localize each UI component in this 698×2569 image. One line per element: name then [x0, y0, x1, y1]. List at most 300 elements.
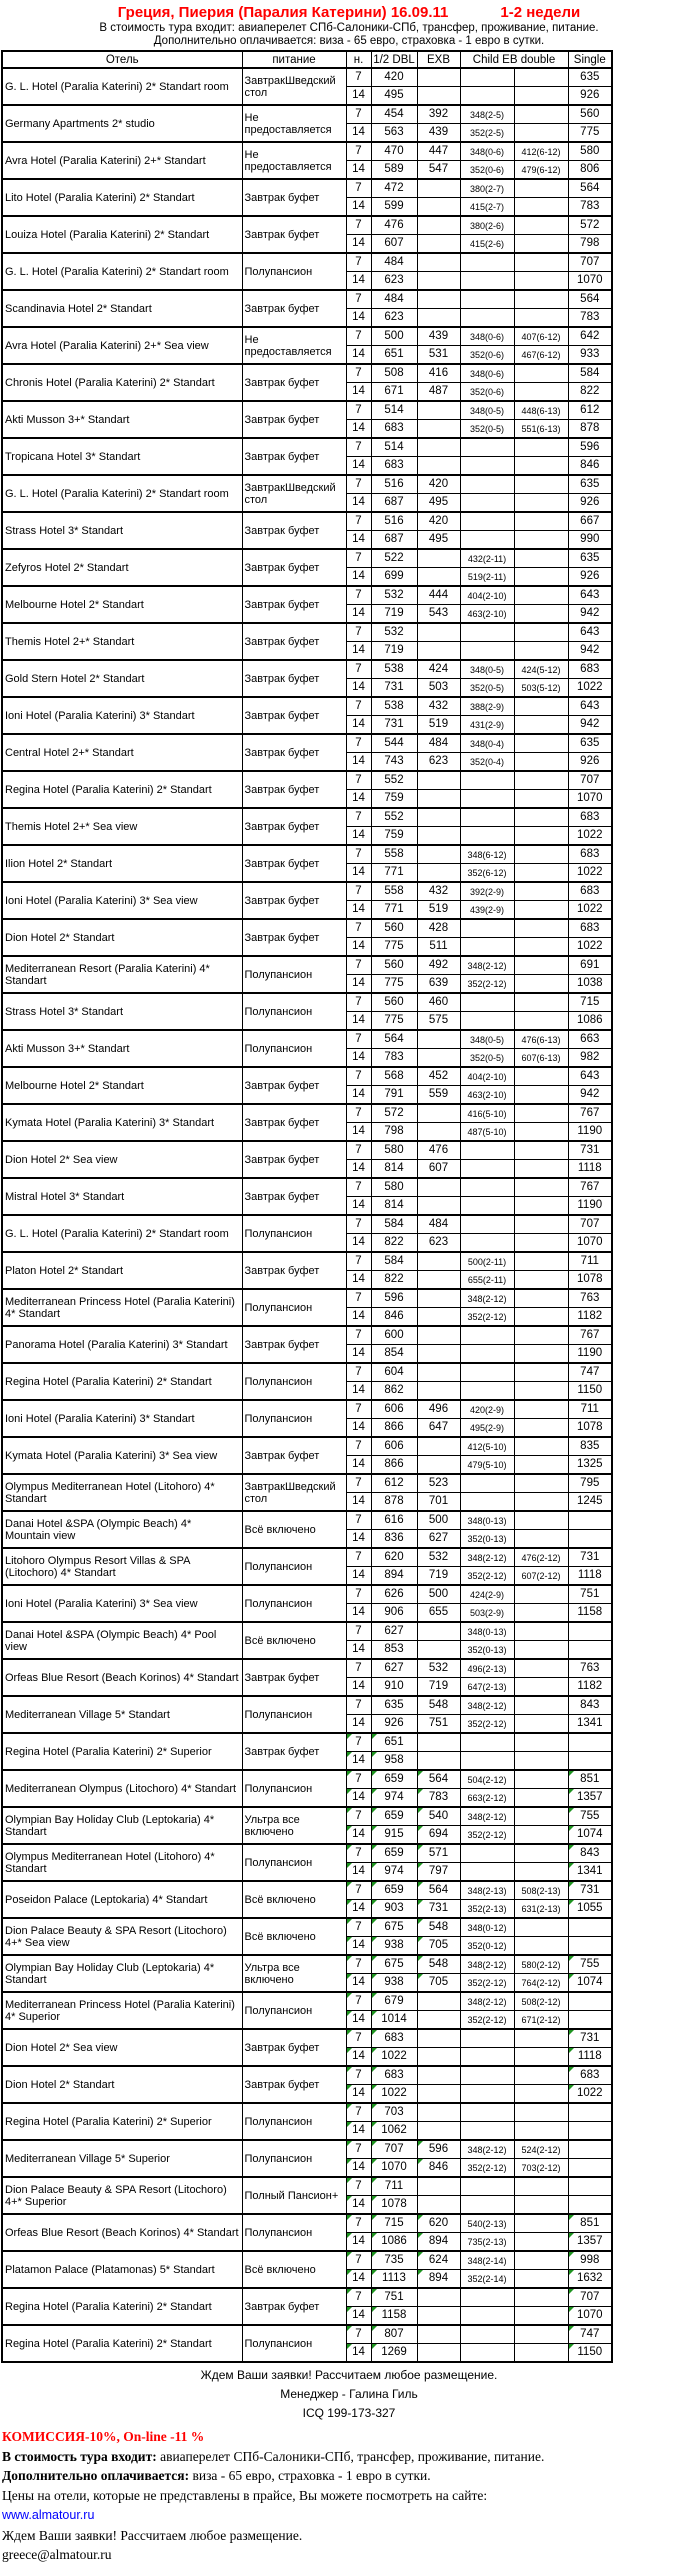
exb-price-cell [417, 1363, 460, 1382]
nights-cell: 14 [346, 864, 371, 883]
hotel-name-cell: Ioni Hotel (Paralia Katerini) 3* Standart [2, 1400, 242, 1437]
nights-cell: 14 [346, 346, 371, 365]
nights-cell: 7 [346, 586, 371, 605]
single-price-cell: 751 [568, 1585, 612, 1604]
hotel-row-group [2, 1733, 612, 1770]
child-price-cell: 415(2-6) [460, 235, 514, 254]
child-price-cell [514, 2307, 568, 2326]
child-price-cell [460, 808, 514, 827]
exb-price-cell [417, 790, 460, 809]
dbl-price-cell: 759 [371, 827, 417, 846]
nights-cell: 7 [346, 1622, 371, 1641]
meal-cell: Завтрак буфет [242, 512, 346, 549]
exb-price-cell: 519 [417, 716, 460, 735]
single-price-cell: 1341 [568, 1715, 612, 1734]
dbl-price-cell: 866 [371, 1419, 417, 1438]
child-price-cell [460, 993, 514, 1012]
hotel-row-group [2, 2177, 612, 2214]
dbl-price-cell: 906 [371, 1604, 417, 1623]
dbl-price-cell: 894 [371, 1567, 417, 1586]
single-price-cell: 1022 [568, 901, 612, 920]
excel-error-marker-icon [347, 1937, 352, 1942]
single-price-cell: 642 [568, 327, 612, 346]
hotel-row-group [2, 512, 612, 549]
nights-cell: 7 [346, 1178, 371, 1197]
child-column-header: Child EB double [460, 51, 568, 68]
dbl-price-cell: 974 [371, 1789, 417, 1808]
child-price-cell [514, 623, 568, 642]
page-title [0, 3, 698, 22]
table-row [2, 1548, 612, 1567]
hotel-row-group [2, 68, 612, 105]
dbl-price-cell: 1022 [371, 2048, 417, 2067]
nights-cell: 7 [346, 2325, 371, 2344]
exb-price-cell [417, 864, 460, 883]
hotel-name-cell: Kymata Hotel (Paralia Katerini) 3* Sea view [2, 1437, 242, 1474]
nights-cell: 7 [346, 1215, 371, 1234]
nights-cell: 7 [346, 1363, 371, 1382]
child-price-cell [514, 216, 568, 235]
nights-cell: 14 [346, 2085, 371, 2104]
exb-price-cell [417, 2029, 460, 2048]
child-price-cell: 508(2-13) [514, 1881, 568, 1900]
exb-column-header: EXB [417, 51, 460, 68]
child-price-cell: 607(2-12) [514, 1567, 568, 1586]
meal-cell: Завтрак буфет [242, 2066, 346, 2103]
single-price-cell: 643 [568, 623, 612, 642]
exb-price-cell: 543 [417, 605, 460, 624]
child-price-cell: 439(2-9) [460, 901, 514, 920]
exb-price-cell: 532 [417, 1659, 460, 1678]
child-price-cell [514, 1807, 568, 1826]
hotel-name-cell: Ioni Hotel (Paralia Katerini) 3* Standart [2, 697, 242, 734]
dbl-price-cell: 635 [371, 1696, 417, 1715]
nights-cell: 7 [346, 2251, 371, 2270]
child-price-cell [514, 642, 568, 661]
child-price-cell: 352(0-13) [460, 1530, 514, 1549]
exb-price-cell: 564 [417, 1881, 460, 1900]
dbl-price-cell: 584 [371, 1252, 417, 1271]
exb-price-cell: 432 [417, 882, 460, 901]
meal-cell: Завтрак буфет [242, 845, 346, 882]
child-price-cell [514, 1382, 568, 1401]
child-price-cell: 348(0-5) [460, 660, 514, 679]
single-price-cell [568, 2140, 612, 2159]
extra-label: Дополнительно оплачивается: [2, 2468, 190, 2483]
dbl-price-cell: 814 [371, 1160, 417, 1179]
child-price-cell: 580(2-12) [514, 1955, 568, 1974]
dbl-price-cell: 522 [371, 549, 417, 568]
child-price-cell [514, 2048, 568, 2067]
child-price-cell [460, 1493, 514, 1512]
nights-cell: 7 [346, 882, 371, 901]
child-price-cell: 352(2-12) [460, 2159, 514, 2178]
single-price-cell [568, 1530, 612, 1549]
excel-error-marker-icon [347, 2048, 352, 2053]
child-price-cell: 348(2-12) [460, 2140, 514, 2159]
child-price-cell: 352(2-12) [460, 1567, 514, 1586]
excel-error-marker-icon [347, 1919, 352, 1924]
child-price-cell [514, 124, 568, 143]
table-row [2, 364, 612, 383]
single-price-cell: 795 [568, 1474, 612, 1493]
excel-error-marker-icon [347, 2122, 352, 2127]
child-price-cell: 663(2-12) [460, 1789, 514, 1808]
meal-cell: Ультра все включено [242, 1807, 346, 1844]
child-price-cell: 479(6-12) [514, 161, 568, 180]
child-price-cell [514, 1511, 568, 1530]
meal-cell: Завтрак буфет [242, 1252, 346, 1289]
nights-cell: 7 [346, 1696, 371, 1715]
extra-text: виза - 65 евро, страховка - 1 евро в сутки. [189, 2468, 431, 2483]
excel-error-marker-icon [418, 1845, 423, 1850]
child-price-cell: 348(2-13) [460, 1881, 514, 1900]
meal-cell: Завтрак буфет [242, 1326, 346, 1363]
nights-cell: 7 [346, 512, 371, 531]
nights-cell: 7 [346, 1585, 371, 1604]
child-price-cell: 348(0-4) [460, 734, 514, 753]
table-row [2, 808, 612, 827]
hotel-name-cell: Platon Hotel 2* Standart [2, 1252, 242, 1289]
single-price-cell: 1022 [568, 2085, 612, 2104]
nights-cell: 14 [346, 124, 371, 143]
excel-error-marker-icon [418, 1882, 423, 1887]
exb-price-cell [417, 2048, 460, 2067]
table-row [2, 2214, 612, 2233]
table-row [2, 882, 612, 901]
nights-cell: 14 [346, 1308, 371, 1327]
single-price-cell: 707 [568, 253, 612, 272]
hotel-name-cell: Olympus Mediterranean Hotel (Litohoro) 4* Standart [2, 1474, 242, 1511]
excel-error-marker-icon [372, 2326, 377, 2331]
child-price-cell: 671(2-12) [514, 2011, 568, 2030]
child-price-cell: 476(2-12) [514, 1548, 568, 1567]
hotel-name-cell: Danai Hotel &SPA (Olympic Beach) 4* Pool view [2, 1622, 242, 1659]
child-price-cell [460, 919, 514, 938]
excel-error-marker-icon [569, 1845, 574, 1850]
exb-price-cell [417, 216, 460, 235]
hotel-name-cell: Tropicana Hotel 3* Standart [2, 438, 242, 475]
exb-price-cell: 705 [417, 1937, 460, 1956]
nights-cell: 14 [346, 1493, 371, 1512]
child-price-cell [514, 901, 568, 920]
child-price-cell: 500(2-11) [460, 1252, 514, 1271]
table-row [2, 1437, 612, 1456]
nights-cell: 14 [346, 198, 371, 217]
child-price-cell [514, 1437, 568, 1456]
nights-cell: 7 [346, 2177, 371, 2196]
single-price-cell: 942 [568, 1086, 612, 1105]
nights-cell: 7 [346, 623, 371, 642]
nights-cell: 7 [346, 1400, 371, 1419]
dbl-price-cell: 514 [371, 401, 417, 420]
price-table [1, 50, 613, 2363]
exb-price-cell: 647 [417, 1419, 460, 1438]
hotel-row-group [2, 1252, 612, 1289]
exb-price-cell [417, 68, 460, 87]
single-price-cell: 683 [568, 2066, 612, 2085]
exb-price-cell: 894 [417, 2233, 460, 2252]
exb-price-cell [417, 623, 460, 642]
hotel-name-cell: Akti Musson 3+* Standart [2, 1030, 242, 1067]
hotel-row-group [2, 2251, 612, 2288]
table-row [2, 919, 612, 938]
hotel-name-cell: Germany Apartments 2* studio [2, 105, 242, 142]
table-row [2, 1696, 612, 1715]
exb-price-cell: 496 [417, 1400, 460, 1419]
single-price-cell: 1190 [568, 1197, 612, 1216]
hotel-row-group [2, 2029, 612, 2066]
child-price-cell: 424(5-12) [514, 660, 568, 679]
excel-error-marker-icon [418, 1900, 423, 1905]
hotel-name-cell: Litohoro Olympus Resort Villas & SPA (Litochoro) 4* Standart [2, 1548, 242, 1585]
hotel-row-group [2, 1511, 612, 1548]
table-row [2, 142, 612, 161]
table-row [2, 1918, 612, 1937]
excel-error-marker-icon [347, 1734, 352, 1739]
dbl-price-cell: 862 [371, 1382, 417, 1401]
dbl-price-cell: 604 [371, 1363, 417, 1382]
child-price-cell: 424(2-9) [460, 1585, 514, 1604]
exb-price-cell: 705 [417, 1974, 460, 1993]
child-price-cell [514, 1789, 568, 1808]
dbl-price-cell: 798 [371, 1123, 417, 1142]
dbl-price-cell: 552 [371, 808, 417, 827]
meal-cell: Полный Пансион+ [242, 2177, 346, 2214]
child-price-cell: 703(2-12) [514, 2159, 568, 2178]
hotel-name-cell: Central Hotel 2+* Standart [2, 734, 242, 771]
nights-cell: 7 [346, 1955, 371, 1974]
child-price-cell [514, 457, 568, 476]
child-price-cell: 352(0-5) [460, 420, 514, 439]
child-price-cell [514, 1400, 568, 1419]
child-price-cell [514, 2029, 568, 2048]
single-price-cell [568, 2103, 612, 2122]
exb-price-cell [417, 1104, 460, 1123]
exb-price-cell: 428 [417, 919, 460, 938]
excel-error-marker-icon [569, 1808, 574, 1813]
child-price-cell: 352(2-12) [460, 1715, 514, 1734]
excel-error-marker-icon [569, 1789, 574, 1794]
exb-price-cell: 548 [417, 1955, 460, 1974]
excel-error-marker-icon [418, 2159, 423, 2164]
exb-price-cell: 444 [417, 586, 460, 605]
dbl-price-cell: 679 [371, 1992, 417, 2011]
hotel-row-group [2, 808, 612, 845]
meal-cell: Полупансион [242, 1400, 346, 1437]
dbl-price-cell: 627 [371, 1622, 417, 1641]
exb-price-cell [417, 438, 460, 457]
hotel-name-cell: Mediterranean Princess Hotel (Paralia Katerini) 4* Standart [2, 1289, 242, 1326]
dbl-price-cell: 560 [371, 919, 417, 938]
table-row [2, 2066, 612, 2085]
nights-cell: 14 [346, 1752, 371, 1771]
dbl-price-cell: 516 [371, 475, 417, 494]
dbl-price-cell: 671 [371, 383, 417, 402]
table-row [2, 2177, 612, 2196]
meal-cell: Завтрак буфет [242, 697, 346, 734]
child-price-cell [460, 2048, 514, 2067]
dbl-price-cell: 1062 [371, 2122, 417, 2141]
site-link[interactable]: www.almatour.ru [2, 2508, 95, 2522]
nights-cell: 14 [346, 2270, 371, 2289]
child-price-cell [514, 1493, 568, 1512]
child-price-cell [514, 1141, 568, 1160]
meal-cell: Завтрак буфет [242, 179, 346, 216]
exb-price-cell [417, 2196, 460, 2215]
child-price-cell [514, 1678, 568, 1697]
meal-cell: Полупансион [242, 1289, 346, 1326]
hotel-name-cell: Mediterranean Olympus (Litochoro) 4* Standart [2, 1770, 242, 1807]
single-price-cell: 663 [568, 1030, 612, 1049]
child-price-cell [460, 771, 514, 790]
included-subtitle: В стоимость тура входит: авиаперелет СПб-Салоники-СПб, трансфер, проживание, питание. [99, 22, 599, 34]
exb-price-cell: 420 [417, 512, 460, 531]
exb-price-cell [417, 1252, 460, 1271]
child-price-cell: 647(2-13) [460, 1678, 514, 1697]
nights-cell: 14 [346, 2307, 371, 2326]
hotel-name-cell: Mediterranean Village 5* Superior [2, 2140, 242, 2177]
dbl-price-cell: 538 [371, 697, 417, 716]
meal-cell: Завтрак буфет [242, 1178, 346, 1215]
exb-price-cell: 783 [417, 1789, 460, 1808]
hotel-name-cell: Poseidon Palace (Leptokaria) 4* Standart [2, 1881, 242, 1918]
hotel-name-cell: Louiza Hotel (Paralia Katerini) 2* Standart [2, 216, 242, 253]
hotel-row-group [2, 2066, 612, 2103]
hotel-row-group [2, 290, 612, 327]
single-price-cell: 783 [568, 309, 612, 328]
child-price-cell: 348(0-5) [460, 401, 514, 420]
table-row [2, 1030, 612, 1049]
child-price-cell [514, 956, 568, 975]
table-row [2, 2029, 612, 2048]
excel-error-marker-icon [418, 1974, 423, 1979]
single-price-cell: 1038 [568, 975, 612, 994]
exb-price-cell: 495 [417, 531, 460, 550]
nights-cell: 7 [346, 549, 371, 568]
child-price-cell: 463(2-10) [460, 1086, 514, 1105]
dbl-price-cell: 558 [371, 845, 417, 864]
dbl-price-cell: 420 [371, 68, 417, 87]
child-price-cell [514, 475, 568, 494]
nights-cell: 14 [346, 2011, 371, 2030]
child-price-cell: 412(6-12) [514, 142, 568, 161]
single-price-cell: 707 [568, 771, 612, 790]
nights-cell: 14 [346, 568, 371, 587]
child-price-cell [514, 771, 568, 790]
excel-error-marker-icon [347, 1771, 352, 1776]
meal-cell: Всё включено [242, 1881, 346, 1918]
single-price-cell: 806 [568, 161, 612, 180]
hotel-name-cell: Olympian Bay Holiday Club (Leptokaria) 4* Standart [2, 1807, 242, 1844]
hotel-name-cell: Chronis Hotel (Paralia Katerini) 2* Standart [2, 364, 242, 401]
dbl-price-cell: 580 [371, 1178, 417, 1197]
child-price-cell [514, 1863, 568, 1882]
excel-error-marker-icon [372, 2067, 377, 2072]
excel-error-marker-icon [347, 1789, 352, 1794]
child-price-cell [514, 1160, 568, 1179]
child-price-cell: 467(6-12) [514, 346, 568, 365]
excel-error-marker-icon [372, 2252, 377, 2257]
single-price-cell [568, 1622, 612, 1641]
child-price-cell [514, 938, 568, 957]
child-price-cell [514, 2085, 568, 2104]
exb-price-cell: 460 [417, 993, 460, 1012]
child-price-cell [514, 1086, 568, 1105]
child-price-cell [514, 1289, 568, 1308]
hotel-name-cell: Avra Hotel (Paralia Katerini) 2+* Sea view [2, 327, 242, 364]
single-price-cell: 1078 [568, 1271, 612, 1290]
hotel-row-group [2, 438, 612, 475]
nights-cell: 14 [346, 309, 371, 328]
excel-error-marker-icon [569, 2289, 574, 2294]
exb-price-cell [417, 1308, 460, 1327]
table-row [2, 105, 612, 124]
nights-cell: 14 [346, 1863, 371, 1882]
meal-cell: ЗавтракШведский стол [242, 1474, 346, 1511]
child-price-cell: 352(0-4) [460, 753, 514, 772]
meal-cell: Завтрак буфет [242, 1104, 346, 1141]
exb-price-cell: 571 [417, 1844, 460, 1863]
exb-price-cell [417, 2066, 460, 2085]
hotel-row-group [2, 2214, 612, 2251]
child-price-cell [514, 919, 568, 938]
single-price-cell: 851 [568, 1770, 612, 1789]
child-price-cell: 352(2-12) [460, 1308, 514, 1327]
excel-error-marker-icon [372, 1993, 377, 1998]
exb-price-cell [417, 1345, 460, 1364]
hotel-name-cell: Mistral Hotel 3* Standart [2, 1178, 242, 1215]
exb-price-cell: 731 [417, 1900, 460, 1919]
child-price-cell [514, 2251, 568, 2270]
hotel-row-group [2, 1289, 612, 1326]
child-price-cell [514, 1271, 568, 1290]
excel-error-marker-icon [418, 1771, 423, 1776]
excel-error-marker-icon [569, 1771, 574, 1776]
meal-cell: Полупансион [242, 1992, 346, 2029]
dbl-price-cell: 1078 [371, 2196, 417, 2215]
hotel-row-group [2, 179, 612, 216]
meal-cell: Завтрак буфет [242, 549, 346, 586]
child-price-cell [460, 475, 514, 494]
hotel-row-group [2, 2325, 612, 2362]
excel-error-marker-icon [347, 2030, 352, 2035]
meal-cell: Полупансион [242, 1215, 346, 1252]
nights-cell: 7 [346, 1807, 371, 1826]
child-price-cell: 487(5-10) [460, 1123, 514, 1142]
hotel-row-group [2, 1585, 612, 1622]
excel-error-marker-icon [347, 1845, 352, 1850]
child-price-cell: 348(0-6) [460, 327, 514, 346]
child-price-cell [514, 1622, 568, 1641]
dbl-price-cell: 600 [371, 1326, 417, 1345]
child-price-cell [514, 1585, 568, 1604]
dbl-price-cell: 775 [371, 1012, 417, 1031]
dbl-price-cell: 620 [371, 1548, 417, 1567]
child-price-cell [460, 623, 514, 642]
page-title-main: Греция, Пиерия (Паралия Катерини) 16.09.11 [117, 4, 449, 21]
exb-price-cell [417, 845, 460, 864]
dbl-price-cell: 589 [371, 161, 417, 180]
meal-cell: Завтрак буфет [242, 623, 346, 660]
exb-price-cell [417, 1641, 460, 1660]
single-price-cell: 1070 [568, 272, 612, 291]
hotel-row-group [2, 364, 612, 401]
hotel-row-group [2, 1400, 612, 1437]
exb-price-cell [417, 2307, 460, 2326]
dbl-price-cell: 731 [371, 679, 417, 698]
child-price-cell [514, 438, 568, 457]
